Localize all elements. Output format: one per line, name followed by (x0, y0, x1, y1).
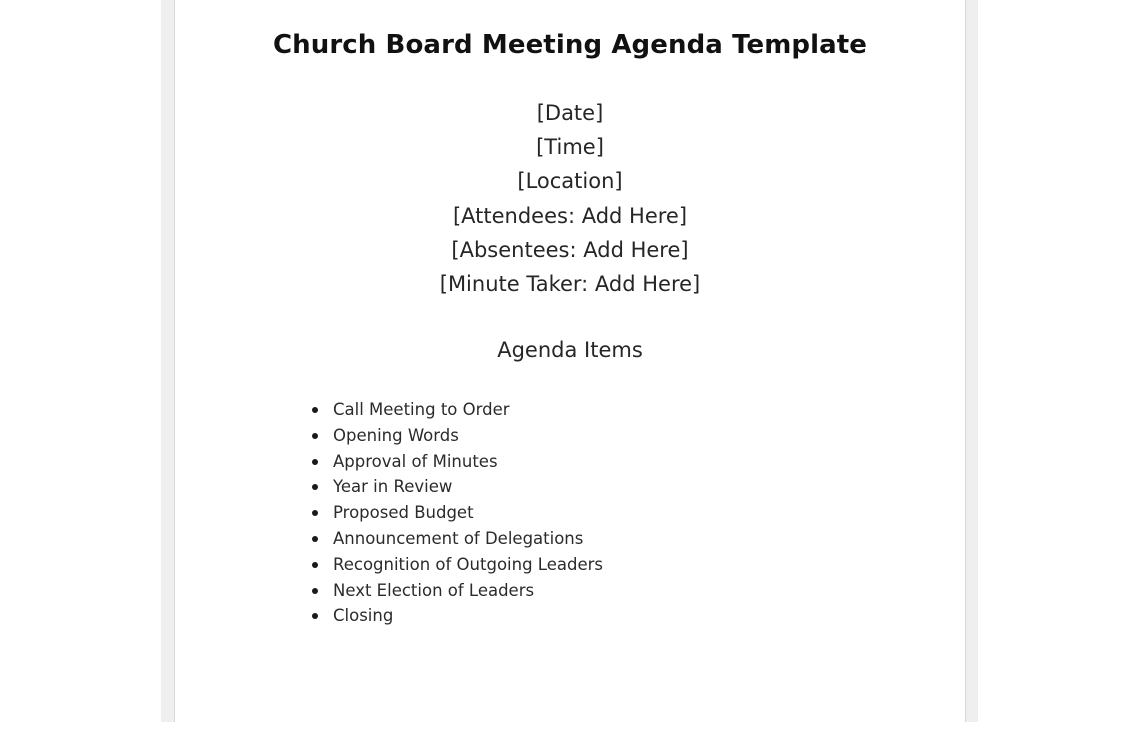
list-item (305, 500, 603, 526)
agenda-items-heading: Agenda Items (497, 338, 643, 362)
date-placeholder: [Date] (536, 101, 604, 125)
bullet-icon (312, 562, 318, 568)
list-item-label: Call Meeting to Order (333, 400, 510, 419)
absentees-placeholder: [Absentees: Add Here] (451, 237, 689, 262)
list-item-label: Announcement of Delegations (333, 528, 584, 548)
list-item (305, 526, 603, 552)
list-item (305, 578, 603, 604)
bullet-icon (312, 484, 318, 490)
list-item (305, 423, 603, 449)
bullet-icon (312, 588, 318, 594)
bullet-icon (312, 433, 318, 439)
agenda-items-list (305, 397, 603, 629)
document-page (174, 0, 966, 722)
list-item-label: Closing (333, 606, 394, 626)
bullet-icon (312, 459, 318, 465)
time-placeholder: [Time] (536, 135, 604, 160)
list-item (305, 397, 603, 423)
attendees-placeholder: [Attendees: Add Here] (452, 203, 688, 228)
bullet-icon (312, 407, 318, 413)
list-item-label: Recognition of Outgoing Leaders (333, 554, 603, 574)
list-item (305, 552, 603, 578)
bullet-icon (312, 510, 318, 516)
bullet-icon (312, 613, 318, 619)
list-item-label: Next Election of Leaders (333, 580, 535, 600)
document-title: Church Board Meeting Agenda Template (272, 30, 868, 60)
list-item-label: Opening Words (333, 425, 459, 445)
list-item-label: Year in Review (333, 477, 453, 497)
list-item (305, 449, 603, 475)
meeting-details (175, 96, 965, 301)
list-item (305, 603, 603, 629)
list-item-label: Approval of Minutes (333, 451, 498, 471)
list-item (305, 474, 603, 500)
bullet-icon (312, 536, 318, 542)
list-item-label: Proposed Budget (333, 503, 474, 523)
minute-taker-placeholder: [Minute Taker: Add Here] (439, 272, 701, 297)
location-placeholder: [Location] (517, 169, 623, 194)
